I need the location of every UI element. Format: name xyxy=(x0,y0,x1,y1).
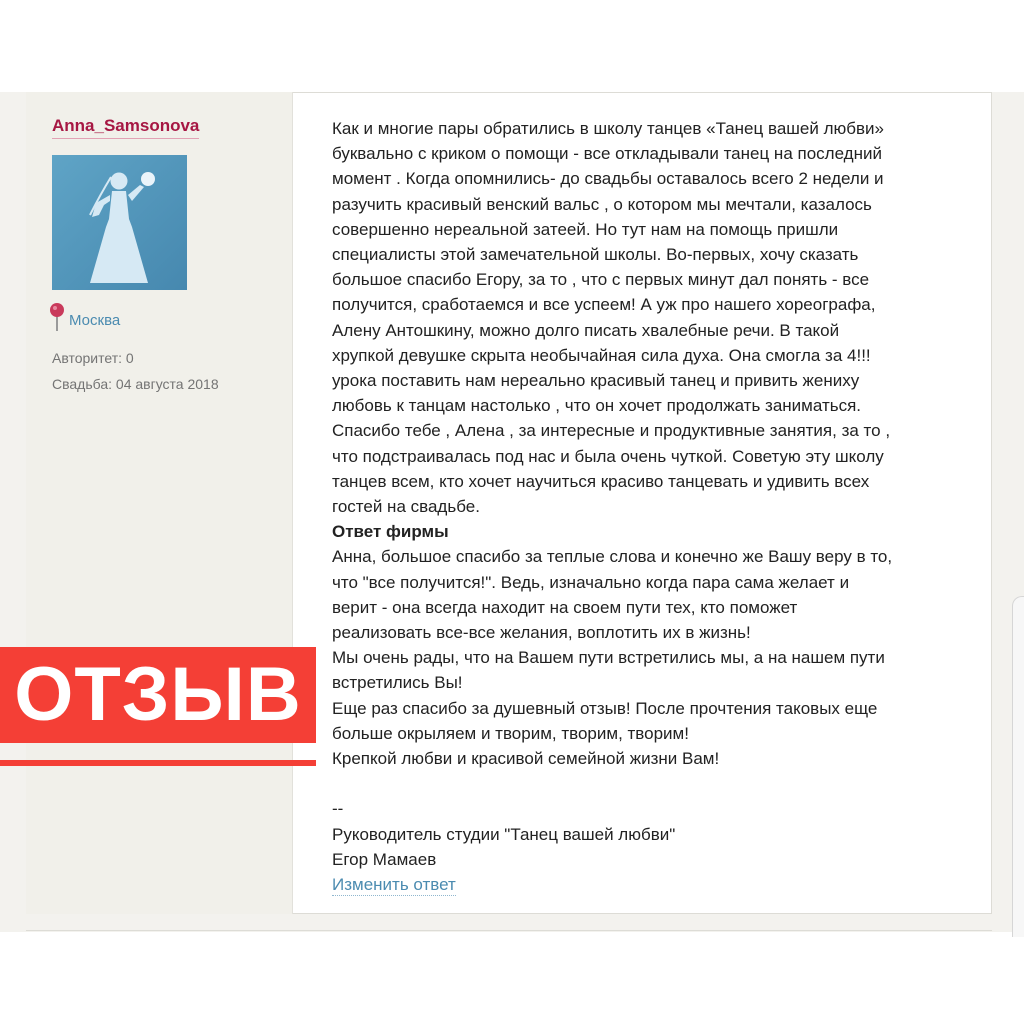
review-line: Как и многие пары обратились в школу танцев «Танец вашей любви» xyxy=(332,119,884,138)
review-line: специалисты этой замечательной школы. Во-первых, хочу сказать xyxy=(332,245,859,265)
review-line: буквально с криком о помощи - все откладывали танец на последний xyxy=(332,144,882,164)
author-wedding-date: Свадьба: 04 августа 2018 xyxy=(52,376,219,392)
signature-role: Руководитель студии "Танец вашей любви" xyxy=(332,824,676,844)
author-location xyxy=(48,300,120,332)
review-text-block xyxy=(332,116,972,897)
bride-silhouette-icon xyxy=(52,155,187,290)
reply-line: больше окрыляем и творим, творим, творим! xyxy=(332,723,689,743)
reply-line: что "все получится!". Ведь, изначально когда пара сама желает и xyxy=(332,572,850,592)
author-avatar[interactable] xyxy=(52,155,187,290)
author-authority: Авторитет: 0 xyxy=(52,350,134,366)
reply-line: Анна, большое спасибо за теплые слова и конечно же Вашу веру в то, xyxy=(332,547,893,567)
reply-line: Мы очень рады, что на Вашем пути встретились мы, а на нашем пути xyxy=(332,648,885,668)
review-line: урока поставить нам нереально красивый танец и привить жениху xyxy=(332,371,860,391)
review-line: момент . Когда опомнились- до свадьбы оставалось всего 2 недели и xyxy=(332,169,884,189)
review-line: совершенно нереальной затеей. Но тут нам на помощь пришли xyxy=(332,219,839,239)
review-line: Спасибо тебе , Алена , за интересные и продуктивные занятия, за то , xyxy=(332,421,891,441)
review-line: разучить красивый венский вальс , о котором мы мечтали, казалось xyxy=(332,194,872,214)
review-line: что подстраивалась под нас и была очень чуткой. Советую эту школу xyxy=(332,446,884,466)
review-line: гостей на свадьбе. xyxy=(332,497,480,517)
reply-line: встретились Вы! xyxy=(332,673,463,693)
review-line: получится, сработаемся и все успеем! А уж про нашего хореографа, xyxy=(332,295,876,315)
banner-underline xyxy=(0,760,316,766)
reply-line: реализовать все-все желания, воплотить их в жизнь! xyxy=(332,623,751,643)
adjacent-panel-edge xyxy=(1012,596,1024,937)
reply-line: Крепкой любви и красивой семейной жизни Вам! xyxy=(332,749,720,769)
review-line: хрупкой девушке скрыта необычайная сила духа. Она смогла за 4!!! xyxy=(332,345,871,365)
reply-line: верит - она всегда находит на своем пути тех, кто поможет xyxy=(332,597,798,617)
reply-spacer xyxy=(332,771,972,796)
next-card-divider xyxy=(26,930,992,931)
signature-name: Егор Мамаев xyxy=(332,849,437,869)
edit-reply-link[interactable]: Изменить ответ xyxy=(332,875,456,895)
review-banner xyxy=(0,647,316,743)
review-line: Алену Антошкину, можно долго писать хвалебные речи. В такой xyxy=(332,320,840,340)
review-line: любовь к танцам настолько , что он хочет продолжать заниматься. xyxy=(332,396,862,416)
review-line: большое спасибо Егору, за то , что с первых минут дал понять - все xyxy=(332,270,870,290)
map-pin-icon xyxy=(48,302,66,332)
banner-label: ОТЗЫВ xyxy=(14,652,302,737)
author-city-link[interactable]: Москва xyxy=(69,312,121,329)
author-username-link[interactable]: Anna_Samsonova xyxy=(52,116,199,139)
signature-separator: -- xyxy=(332,799,344,819)
reply-line: Еще раз спасибо за душевный отзыв! После прочтения таковых еще xyxy=(332,698,878,718)
review-line: танцев всем, кто хочет научиться красиво танцевать и удивить всех xyxy=(332,471,870,491)
company-reply-title: Ответ фирмы xyxy=(332,522,449,542)
